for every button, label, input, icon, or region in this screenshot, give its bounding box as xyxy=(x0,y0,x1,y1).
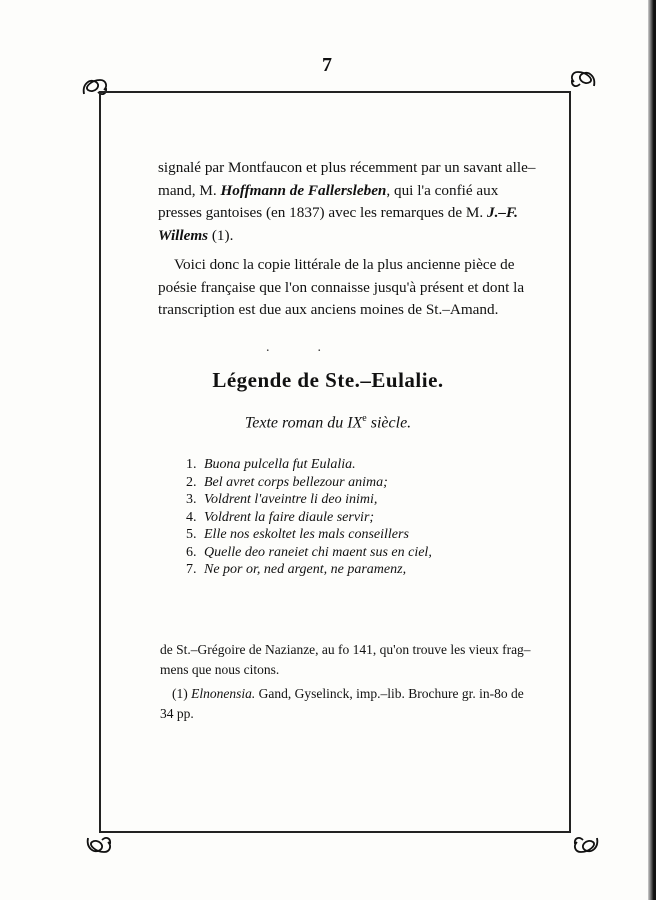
poem-line xyxy=(186,526,526,544)
corner-ornament-bottom-right-icon xyxy=(571,832,601,858)
text-line: 34 pp. xyxy=(160,706,194,721)
page-number: 7 xyxy=(322,54,332,76)
footnote-title: Elnonensia. xyxy=(191,686,256,701)
line-number: 5. xyxy=(186,527,197,542)
poem-line xyxy=(186,509,526,527)
text-line xyxy=(158,225,538,248)
line-number: 1. xyxy=(186,457,197,472)
footnote xyxy=(160,684,536,724)
text-line: signalé par Montfaucon et plus récemment par un savant alle– xyxy=(158,159,536,176)
author-name: J.–F. xyxy=(486,204,518,221)
text-line: presses gantoises (en 1837) avec les remarques de M. J.–F. xyxy=(158,204,518,221)
separator-dots: .. xyxy=(266,340,369,355)
poem-line xyxy=(186,491,526,509)
poem-subtitle: Texte roman du IXe siècle. xyxy=(244,413,412,432)
poem-lines xyxy=(186,456,526,579)
line-text: Voldrent l'aveintre li deo inimi, xyxy=(204,492,378,507)
poem-line xyxy=(186,456,526,474)
author-name: Hoffmann de Fallersleben xyxy=(220,181,387,199)
line-number: 4. xyxy=(186,509,197,525)
line-number: 2. xyxy=(186,474,197,490)
text-line: mens que nous citons. xyxy=(160,662,280,677)
line-number: 7. xyxy=(186,562,197,577)
paragraph-intro xyxy=(158,157,538,247)
page-edge xyxy=(648,0,656,900)
footnote-ref: (1). xyxy=(211,226,234,244)
corner-ornament-bottom-left-icon xyxy=(84,832,114,858)
line-number: 6. xyxy=(186,544,197,560)
text-line: mand, M. Hoffmann de Fallersleben, qui l'a confié aux xyxy=(158,181,499,199)
line-text: Elle nos eskoltet les mals conseillers xyxy=(204,527,409,542)
line-text: Ne por or, ned argent, ne paramenz, xyxy=(204,562,407,577)
paragraph-nazianze xyxy=(160,640,536,680)
text-line: Voici donc la copie littérale de la plus ancienne pièce de xyxy=(174,256,515,273)
text-line: de St.–Grégoire de Nazianze, au fo 141, qu'on trouve les vieux frag– xyxy=(160,642,531,657)
author-name: Willems xyxy=(158,226,209,244)
line-text: Voldrent la faire diaule servir; xyxy=(204,509,375,525)
line-number: 3. xyxy=(186,492,197,507)
poem-title: Légende de Ste.–Eulalie. xyxy=(212,368,444,392)
paragraph-copy xyxy=(158,254,538,322)
text-line: transcription est due aux anciens moines de St.–Amand. xyxy=(158,301,499,318)
line-text: Bel avret corps bellezour anima; xyxy=(204,474,388,490)
line-text: Quelle deo raneiet chi maent sus en ciel, xyxy=(204,544,432,560)
text-line: poésie française que l'on connaisse jusqu'à présent et dont la xyxy=(158,278,525,296)
line-text: Buona pulcella fut Eulalia. xyxy=(204,457,356,472)
poem-line xyxy=(186,544,526,562)
footnote-marker: (1) xyxy=(172,686,188,701)
text-line: (1) Elnonensia. Gand, Gyselinck, imp.–lib. Brochure gr. in-8o de xyxy=(172,686,524,701)
poem-line xyxy=(186,561,526,579)
corner-ornament-top-right-icon xyxy=(568,66,598,92)
poem-line xyxy=(186,474,526,492)
